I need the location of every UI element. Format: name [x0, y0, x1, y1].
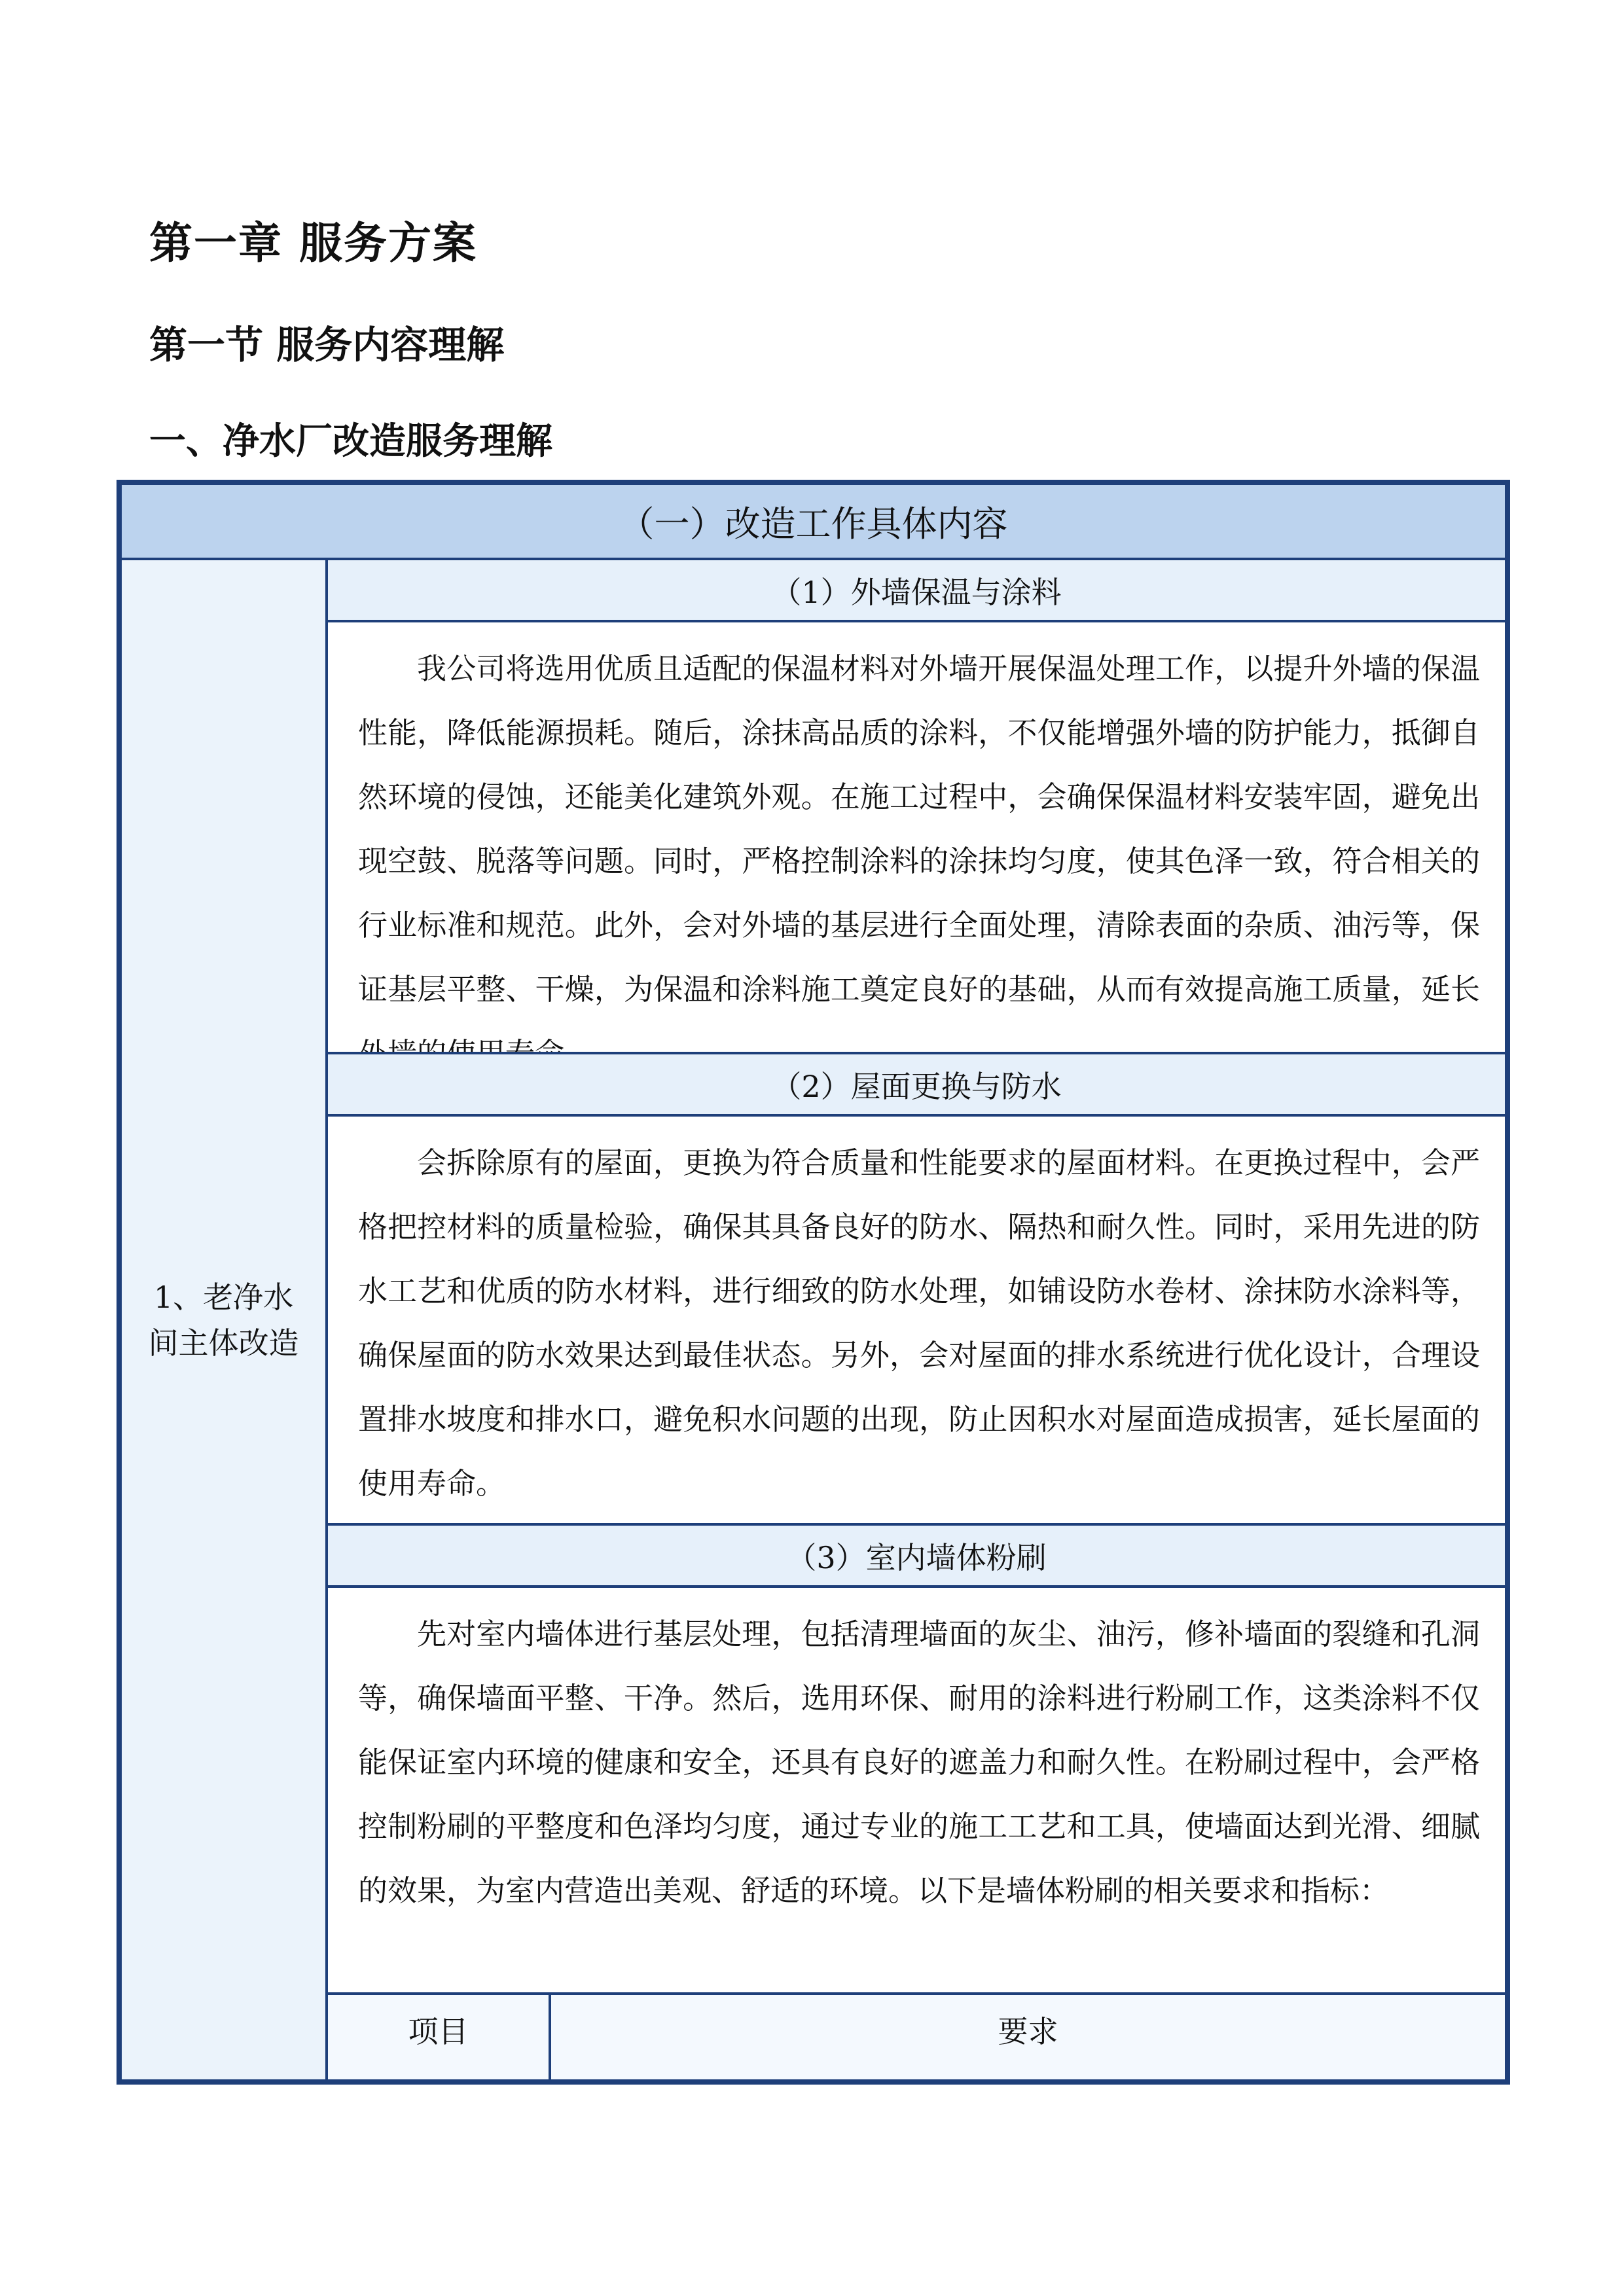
- row-label: [122, 560, 328, 2079]
- item-paragraph: 会拆除原有的屋面，更换为符合质量和性能要求的屋面材料。在更换过程中，会严格把控材料的质量检验，确保其具备良好的防水、隔热和耐久性。同时，采用先进的防水工艺和优质的防水材料，进行细致的防水处理，如铺设防水卷材、涂抹防水涂料等，确保屋面的防水效果达到最佳状态。另外，会对屋面的排水系统进行优化设计，合理设置排水坡度和排水口，避免积水问题的出现，防止因积水对屋面造成损害，延长屋面的使用寿命。: [358, 1145, 1480, 1501]
- item-heading: （2）屋面更换与防水: [328, 1052, 1505, 1117]
- service-content-table: [117, 480, 1510, 2085]
- requirements-header-row: [328, 1992, 1505, 2079]
- item-paragraph: 我公司将选用优质且适配的保温材料对外墙开展保温处理工作，以提升外墙的保温性能，降低能源损耗。随后，涂抹高品质的涂料，不仅能增强外墙的防护能力，抵御自然环境的侵蚀，还能美化建筑外观。在施工过程中，会确保保温材料安装牢固，避免出现空鼓、脱落等问题。同时，严格控制涂料的涂抹均匀度，使其色泽一致，符合相关的行业标准和规范。此外，会对外墙的基层进行全面处理，清除表面的杂质、油污等，保证基层平整、干燥，为保温和涂料施工奠定良好的基础，从而有效提高施工质量，延长: [358, 651, 1480, 1007]
- item-heading: （3）室内墙体粉刷: [328, 1523, 1505, 1588]
- item-paragraph: 先对室内墙体进行基层处理，包括清理墙面的灰尘、油污，修补墙面的裂缝和孔洞等，确保墙面平整、干净。然后，选用环保、耐用的涂料进行粉刷工作，这类涂料不仅能保证室内环境的健康和安全，还具有良好的遮盖力和耐久性。在粉刷过程中，会严格控制粉刷的平整度和色泽均匀度，通过专业的施工工艺和工具，使墙面达到光滑、细腻的效果，为室内营造出美观、舒适的环境。以下是墙体粉刷的相关要求和指标：: [358, 1617, 1480, 1908]
- row-label-text: 1、老净水间主体改造: [148, 1279, 299, 1361]
- subsection-title: 一、净水厂改造服务理解: [149, 420, 552, 463]
- header-item: 项目: [328, 1995, 551, 2079]
- section-title: 第一节 服务内容理解: [149, 323, 505, 367]
- table-title: （一）改造工作具体内容: [122, 485, 1505, 560]
- chapter-title: 第一章 服务方案: [149, 218, 477, 268]
- item-heading: （1）外墙保温与涂料: [328, 560, 1505, 622]
- header-requirement: 要求: [998, 2014, 1058, 2049]
